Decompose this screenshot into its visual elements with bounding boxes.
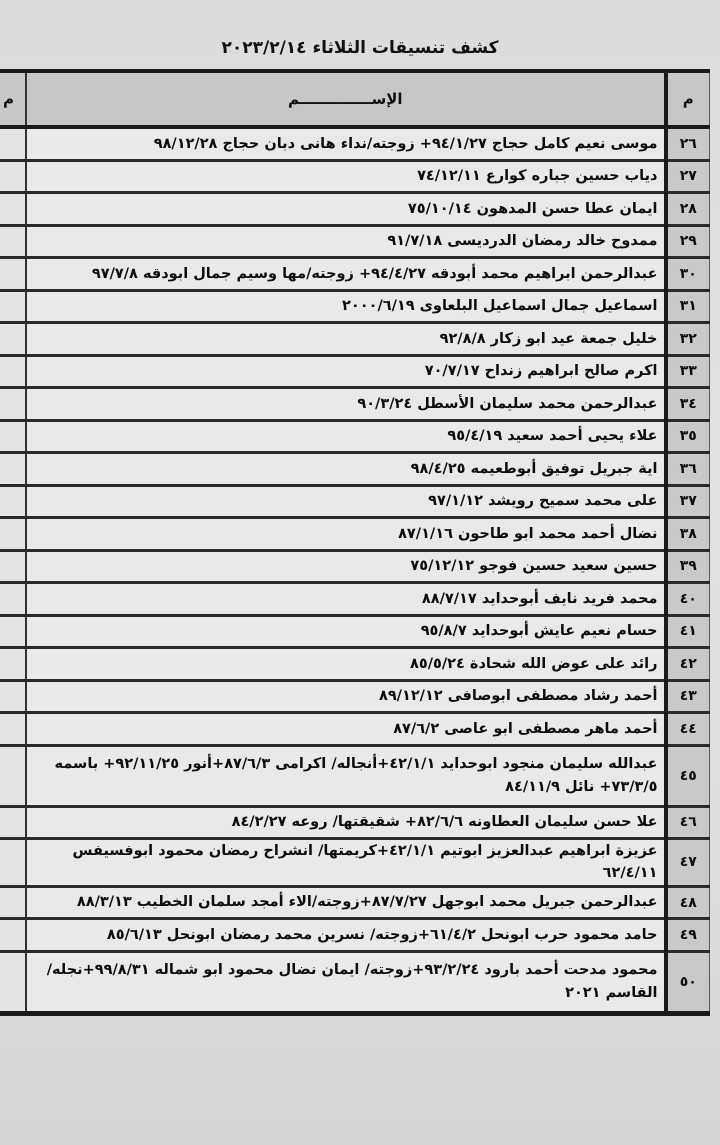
row-number: ٤٩: [666, 919, 710, 952]
row-name-entry: أحمد ماهر مصطفى ابو عاصى ٨٧/٦/٢: [26, 713, 666, 746]
table-row: [0, 225, 710, 258]
row-number: ٣٠: [666, 258, 710, 291]
table-row: [0, 388, 710, 421]
row-extra-cell: [0, 127, 26, 160]
row-number: ٣٣: [666, 355, 710, 388]
row-extra-cell: [0, 193, 26, 226]
table-header-row: [0, 73, 710, 127]
row-number: ٣٤: [666, 388, 710, 421]
row-number: ٤٦: [666, 806, 710, 839]
row-name-entry: خليل جمعة عيد ابو زكار ٩٢/٨/٨: [26, 323, 666, 356]
row-name-entry: محمود مدحت أحمد بارود ٩٣/٢/٢٤+زوجته/ ايمان نضال محمود ابو شماله ٩٩/٨/٣١+نجله/ القاسم ٢٠٢١: [26, 951, 666, 1013]
row-number: ٣٧: [666, 485, 710, 518]
table-row: [0, 550, 710, 583]
row-number: ٤٤: [666, 713, 710, 746]
row-number: ٣١: [666, 290, 710, 323]
row-name-entry: حسام نعيم عايش أبوحدايد ٩٥/٨/٧: [26, 615, 666, 648]
row-name-entry: رائد على عوض الله شحادة ٨٥/٥/٢٤: [26, 648, 666, 681]
row-name-entry: ايمان عطا حسن المدهون ٧٥/١٠/١٤: [26, 193, 666, 226]
row-extra-cell: [0, 160, 26, 193]
row-name-entry: علاء يحيى أحمد سعيد ٩٥/٤/١٩: [26, 420, 666, 453]
row-number: ٤٨: [666, 886, 710, 919]
row-name-entry: على محمد سميح رويشد ٩٧/١/١٢: [26, 485, 666, 518]
row-name-entry: عبدالرحمن جبريل محمد ابوجهل ٨٧/٧/٢٧+زوجته/الاء أمجد سلمان الخطيب ٨٨/٣/١٣: [26, 886, 666, 919]
row-number: ٥٠: [666, 951, 710, 1013]
row-name-entry: عزيزة ابراهيم عبدالعزيز ابوتيم ٤٢/١/١+كريمتها/ انشراح رمضان محمود ابوفسيفس ٦٢/٤/١١: [26, 839, 666, 887]
row-number: ٣٨: [666, 518, 710, 551]
table-row: [0, 583, 710, 616]
table-row: [0, 680, 710, 713]
table-row: [0, 127, 710, 160]
row-name-entry: حسين سعيد حسين فوجو ٧٥/١٢/١٢: [26, 550, 666, 583]
header-name: الإســــــــــــــم: [26, 73, 666, 127]
row-extra-cell: [0, 839, 26, 887]
row-extra-cell: [0, 485, 26, 518]
row-extra-cell: [0, 550, 26, 583]
row-name-entry: ممدوح خالد رمضان الدرديسى ٩١/٧/١٨: [26, 225, 666, 258]
row-extra-cell: [0, 806, 26, 839]
row-number: ٣٩: [666, 550, 710, 583]
row-name-entry: علا حسن سليمان العطاونه ٨٢/٦/٦+ شقيقتها/ روعه ٨٤/٢/٢٧: [26, 806, 666, 839]
row-number: ٢٧: [666, 160, 710, 193]
row-extra-cell: [0, 258, 26, 291]
table-row: [0, 951, 710, 1013]
row-extra-cell: [0, 951, 26, 1013]
row-extra-cell: [0, 225, 26, 258]
row-extra-cell: [0, 420, 26, 453]
row-number: ٣٦: [666, 453, 710, 486]
row-number: ٤٢: [666, 648, 710, 681]
table-row: [0, 453, 710, 486]
table-row: [0, 886, 710, 919]
row-number: ٢٩: [666, 225, 710, 258]
table-row: [0, 745, 710, 806]
row-name-entry: عبدالرحمن محمد سليمان الأسطل ٩٠/٣/٢٤: [26, 388, 666, 421]
table-row: [0, 420, 710, 453]
table-row: [0, 258, 710, 291]
row-name-entry: نضال أحمد محمد ابو طاحون ٨٧/١/١٦: [26, 518, 666, 551]
row-extra-cell: [0, 518, 26, 551]
row-extra-cell: [0, 713, 26, 746]
row-extra-cell: [0, 290, 26, 323]
names-table: [0, 73, 710, 1016]
row-number: ٣٥: [666, 420, 710, 453]
header-extra: م: [0, 73, 26, 127]
table-row: [0, 648, 710, 681]
table-row: [0, 713, 710, 746]
table-row: [0, 323, 710, 356]
row-extra-cell: [0, 919, 26, 952]
row-extra-cell: [0, 648, 26, 681]
row-extra-cell: [0, 355, 26, 388]
row-number: ٤٣: [666, 680, 710, 713]
document-title: كشف تنسيقات الثلاثاء ٢٠٢٣/٢/١٤: [221, 38, 499, 58]
row-extra-cell: [0, 615, 26, 648]
row-extra-cell: [0, 745, 26, 806]
row-extra-cell: [0, 680, 26, 713]
row-extra-cell: [0, 886, 26, 919]
row-extra-cell: [0, 388, 26, 421]
table-row: [0, 806, 710, 839]
row-name-entry: عبدالرحمن ابراهيم محمد أبودقه ٩٤/٤/٢٧+ زوجته/مها وسيم جمال ابودقه ٩٧/٧/٨: [26, 258, 666, 291]
row-extra-cell: [0, 323, 26, 356]
row-number: ٢٨: [666, 193, 710, 226]
table-row: [0, 485, 710, 518]
row-name-entry: دياب حسين جباره كوارع ٧٤/١٢/١١: [26, 160, 666, 193]
row-name-entry: محمد فريد نايف أبوحدايد ٨٨/٧/١٧: [26, 583, 666, 616]
row-name-entry: عبدالله سليمان منجود ابوحدايد ٤٢/١/١+أنجاله/ اكرامى ٨٧/٦/٣+أنور ٩٢/١١/٢٥+ باسمه ٧٣/٣/٥+ نائل ٨٤/١١/٩: [26, 745, 666, 806]
row-name-entry: اكرم صالح ابراهيم زنداح ٧٠/٧/١٧: [26, 355, 666, 388]
table-row: [0, 615, 710, 648]
row-number: ٤٥: [666, 745, 710, 806]
row-extra-cell: [0, 453, 26, 486]
table-row: [0, 290, 710, 323]
table-row: [0, 355, 710, 388]
table-row: [0, 839, 710, 887]
row-name-entry: حامد محمود حرب ابونحل ٦١/٤/٢+زوجته/ نسرين محمد رمضان ابونحل ٨٥/٦/١٣: [26, 919, 666, 952]
row-name-entry: موسى نعيم كامل حجاج ٩٤/١/٢٧+ زوجته/نداء هانى دبان حجاج ٩٨/١٢/٢٨: [26, 127, 666, 160]
row-number: ٣٢: [666, 323, 710, 356]
table-row: [0, 160, 710, 193]
row-number: ٤٠: [666, 583, 710, 616]
row-number: ٢٦: [666, 127, 710, 160]
row-number: ٤٧: [666, 839, 710, 887]
table-row: [0, 919, 710, 952]
row-name-entry: اسماعيل جمال اسماعيل البلعاوى ٢٠٠٠/٦/١٩: [26, 290, 666, 323]
table-row: [0, 193, 710, 226]
row-extra-cell: [0, 583, 26, 616]
row-number: ٤١: [666, 615, 710, 648]
table-row: [0, 518, 710, 551]
names-table-container: [0, 69, 710, 1016]
row-name-entry: اية جبريل توفيق أبوطعيمه ٩٨/٤/٢٥: [26, 453, 666, 486]
row-name-entry: أحمد رشاد مصطفى ابوصافى ٨٩/١٢/١٢: [26, 680, 666, 713]
header-number: م: [666, 73, 710, 127]
